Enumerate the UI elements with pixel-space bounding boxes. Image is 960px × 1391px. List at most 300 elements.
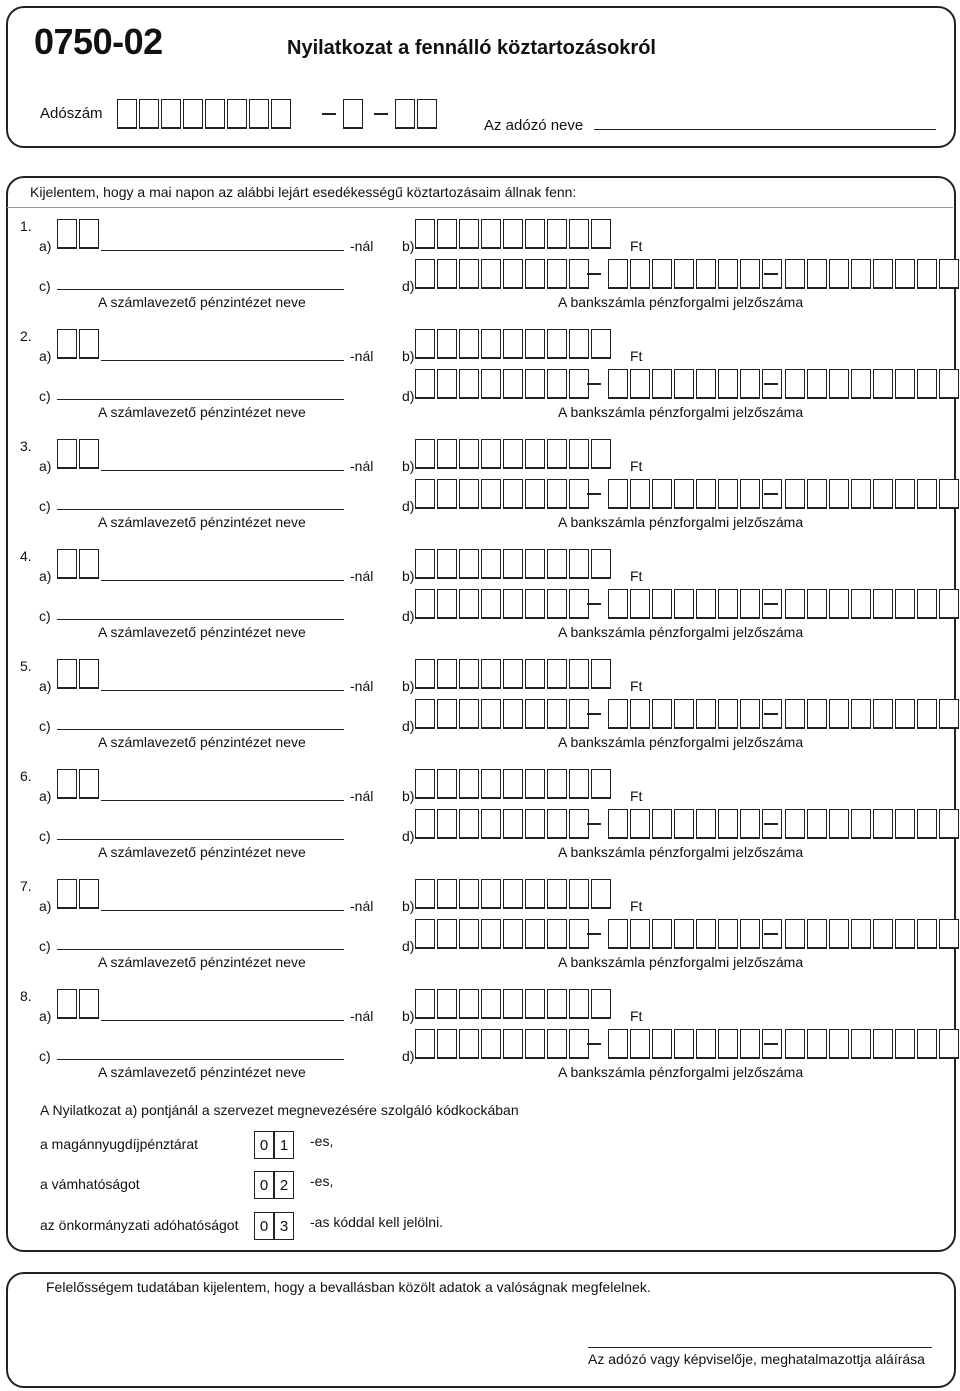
digit-box[interactable] xyxy=(547,219,567,249)
digit-box[interactable] xyxy=(873,809,893,839)
digit-box[interactable] xyxy=(437,919,457,949)
digit-box[interactable] xyxy=(481,659,501,689)
digit-box[interactable] xyxy=(569,769,589,799)
digit-box[interactable] xyxy=(481,989,501,1019)
digit-box[interactable] xyxy=(415,479,435,509)
digit-box[interactable] xyxy=(807,919,827,949)
digit-box[interactable] xyxy=(652,809,672,839)
digit-box[interactable] xyxy=(343,99,363,129)
digit-box[interactable] xyxy=(503,369,523,399)
digit-box[interactable] xyxy=(917,1029,937,1059)
digit-box[interactable] xyxy=(481,549,501,579)
digit-box[interactable] xyxy=(503,259,523,289)
signature-line[interactable] xyxy=(588,1347,932,1348)
digit-box[interactable] xyxy=(630,369,650,399)
digit-box[interactable] xyxy=(851,919,871,949)
digit-box[interactable] xyxy=(437,369,457,399)
digit-box[interactable] xyxy=(569,369,589,399)
tax-number-base-boxes[interactable] xyxy=(117,99,293,129)
bank-name-field[interactable] xyxy=(57,1059,344,1060)
amount-boxes[interactable] xyxy=(415,879,613,909)
digit-box[interactable] xyxy=(785,589,805,619)
digit-box[interactable] xyxy=(569,989,589,1019)
digit-box[interactable] xyxy=(481,369,501,399)
digit-box[interactable] xyxy=(525,589,545,619)
bank-name-field[interactable] xyxy=(57,839,344,840)
digit-box[interactable] xyxy=(569,1029,589,1059)
bank-name-field[interactable] xyxy=(57,949,344,950)
digit-box[interactable] xyxy=(547,699,567,729)
digit-box[interactable] xyxy=(79,439,99,469)
digit-box[interactable] xyxy=(851,809,871,839)
digit-box[interactable] xyxy=(591,329,611,359)
account-part1-boxes[interactable] xyxy=(415,369,591,399)
account-part3-boxes[interactable] xyxy=(785,479,960,509)
digit-box[interactable] xyxy=(79,329,99,359)
digit-box[interactable] xyxy=(503,659,523,689)
digit-box[interactable] xyxy=(437,439,457,469)
digit-box[interactable] xyxy=(437,589,457,619)
digit-box[interactable] xyxy=(718,1029,738,1059)
digit-box[interactable] xyxy=(591,219,611,249)
digit-box[interactable] xyxy=(139,99,159,129)
digit-box[interactable] xyxy=(79,879,99,909)
digit-box[interactable] xyxy=(57,549,77,579)
organization-code-boxes[interactable] xyxy=(57,329,101,359)
digit-box[interactable] xyxy=(547,479,567,509)
digit-box[interactable] xyxy=(437,259,457,289)
digit-box[interactable] xyxy=(740,369,760,399)
digit-box[interactable] xyxy=(547,259,567,289)
digit-box[interactable] xyxy=(459,369,479,399)
digit-box[interactable] xyxy=(718,699,738,729)
digit-box[interactable] xyxy=(652,919,672,949)
account-part1-boxes[interactable] xyxy=(415,699,591,729)
digit-box[interactable] xyxy=(459,879,479,909)
digit-box[interactable] xyxy=(630,809,650,839)
digit-box[interactable] xyxy=(939,589,959,619)
digit-box[interactable] xyxy=(674,259,694,289)
digit-box[interactable] xyxy=(437,699,457,729)
digit-box[interactable] xyxy=(481,479,501,509)
organization-name-field[interactable] xyxy=(101,1020,344,1021)
digit-box[interactable] xyxy=(437,879,457,909)
digit-box[interactable] xyxy=(608,589,628,619)
digit-box[interactable] xyxy=(415,659,435,689)
digit-box[interactable] xyxy=(785,1029,805,1059)
digit-box[interactable] xyxy=(652,1029,672,1059)
digit-box[interactable] xyxy=(895,589,915,619)
digit-box[interactable] xyxy=(807,699,827,729)
digit-box[interactable] xyxy=(481,329,501,359)
digit-box[interactable] xyxy=(895,479,915,509)
digit-box[interactable] xyxy=(437,1029,457,1059)
digit-box[interactable] xyxy=(459,809,479,839)
account-part1-boxes[interactable] xyxy=(415,919,591,949)
digit-box[interactable] xyxy=(525,809,545,839)
digit-box[interactable] xyxy=(630,589,650,619)
digit-box[interactable] xyxy=(696,369,716,399)
account-part3-boxes[interactable] xyxy=(785,1029,960,1059)
digit-box[interactable] xyxy=(459,589,479,619)
digit-box[interactable] xyxy=(503,769,523,799)
digit-box[interactable] xyxy=(569,219,589,249)
digit-box[interactable] xyxy=(608,369,628,399)
digit-box[interactable] xyxy=(591,989,611,1019)
digit-box[interactable] xyxy=(547,439,567,469)
account-part3-boxes[interactable] xyxy=(785,259,960,289)
digit-box[interactable] xyxy=(415,589,435,619)
digit-box[interactable] xyxy=(79,769,99,799)
digit-box[interactable] xyxy=(57,439,77,469)
digit-box[interactable] xyxy=(79,549,99,579)
organization-code-boxes[interactable] xyxy=(57,659,101,689)
digit-box[interactable] xyxy=(569,659,589,689)
digit-box[interactable] xyxy=(437,549,457,579)
digit-box[interactable] xyxy=(459,479,479,509)
digit-box[interactable] xyxy=(547,1029,567,1059)
digit-box[interactable] xyxy=(674,369,694,399)
digit-box[interactable] xyxy=(917,259,937,289)
digit-box[interactable] xyxy=(481,219,501,249)
bank-name-field[interactable] xyxy=(57,289,344,290)
amount-boxes[interactable] xyxy=(415,329,613,359)
digit-box[interactable] xyxy=(437,769,457,799)
digit-box[interactable] xyxy=(525,879,545,909)
digit-box[interactable] xyxy=(807,589,827,619)
amount-boxes[interactable] xyxy=(415,219,613,249)
organization-name-field[interactable] xyxy=(101,580,344,581)
amount-boxes[interactable] xyxy=(415,659,613,689)
digit-box[interactable] xyxy=(569,699,589,729)
digit-box[interactable] xyxy=(415,549,435,579)
digit-box[interactable] xyxy=(718,589,738,619)
digit-box[interactable] xyxy=(591,439,611,469)
digit-box[interactable] xyxy=(785,259,805,289)
organization-code-boxes[interactable] xyxy=(57,769,101,799)
digit-box[interactable] xyxy=(525,439,545,469)
digit-box[interactable] xyxy=(183,99,203,129)
digit-box[interactable] xyxy=(674,809,694,839)
digit-box[interactable] xyxy=(459,1029,479,1059)
digit-box[interactable] xyxy=(525,329,545,359)
digit-box[interactable] xyxy=(740,809,760,839)
digit-box[interactable] xyxy=(807,259,827,289)
digit-box[interactable] xyxy=(525,369,545,399)
digit-box[interactable] xyxy=(437,659,457,689)
amount-boxes[interactable] xyxy=(415,769,613,799)
organization-name-field[interactable] xyxy=(101,360,344,361)
digit-box[interactable] xyxy=(249,99,269,129)
digit-box[interactable] xyxy=(481,769,501,799)
digit-box[interactable] xyxy=(481,259,501,289)
digit-box[interactable] xyxy=(503,439,523,469)
digit-box[interactable] xyxy=(807,1029,827,1059)
account-part3-boxes[interactable] xyxy=(785,919,960,949)
digit-box[interactable] xyxy=(917,369,937,399)
account-part3-boxes[interactable] xyxy=(785,699,960,729)
account-part2-boxes[interactable] xyxy=(608,699,784,729)
digit-box[interactable] xyxy=(652,259,672,289)
organization-name-field[interactable] xyxy=(101,910,344,911)
digit-box[interactable] xyxy=(718,919,738,949)
digit-box[interactable] xyxy=(829,259,849,289)
organization-code-boxes[interactable] xyxy=(57,439,101,469)
digit-box[interactable] xyxy=(608,809,628,839)
digit-box[interactable] xyxy=(569,879,589,909)
digit-box[interactable] xyxy=(205,99,225,129)
digit-box[interactable] xyxy=(740,919,760,949)
organization-name-field[interactable] xyxy=(101,250,344,251)
digit-box[interactable] xyxy=(481,919,501,949)
digit-box[interactable] xyxy=(481,1029,501,1059)
organization-code-boxes[interactable] xyxy=(57,879,101,909)
digit-box[interactable] xyxy=(57,989,77,1019)
digit-box[interactable] xyxy=(437,479,457,509)
digit-box[interactable] xyxy=(785,919,805,949)
digit-box[interactable] xyxy=(569,329,589,359)
digit-box[interactable] xyxy=(57,219,77,249)
digit-box[interactable] xyxy=(415,919,435,949)
account-part2-boxes[interactable] xyxy=(608,1029,784,1059)
digit-box[interactable] xyxy=(525,989,545,1019)
digit-box[interactable] xyxy=(437,989,457,1019)
digit-box[interactable] xyxy=(873,919,893,949)
digit-box[interactable] xyxy=(569,919,589,949)
digit-box[interactable] xyxy=(503,219,523,249)
digit-box[interactable] xyxy=(415,989,435,1019)
digit-box[interactable] xyxy=(569,439,589,469)
digit-box[interactable] xyxy=(415,259,435,289)
digit-box[interactable] xyxy=(569,549,589,579)
digit-box[interactable] xyxy=(939,259,959,289)
digit-box[interactable] xyxy=(547,329,567,359)
digit-box[interactable] xyxy=(917,919,937,949)
digit-box[interactable] xyxy=(503,879,523,909)
digit-box[interactable] xyxy=(895,1029,915,1059)
digit-box[interactable] xyxy=(829,699,849,729)
digit-box[interactable] xyxy=(630,919,650,949)
digit-box[interactable] xyxy=(395,99,415,129)
digit-box[interactable] xyxy=(547,809,567,839)
digit-box[interactable] xyxy=(829,479,849,509)
digit-box[interactable] xyxy=(459,769,479,799)
organization-code-boxes[interactable] xyxy=(57,989,101,1019)
digit-box[interactable] xyxy=(591,659,611,689)
digit-box[interactable] xyxy=(481,809,501,839)
digit-box[interactable] xyxy=(459,989,479,1019)
digit-box[interactable] xyxy=(630,1029,650,1059)
digit-box[interactable] xyxy=(503,589,523,619)
bank-name-field[interactable] xyxy=(57,399,344,400)
digit-box[interactable] xyxy=(57,329,77,359)
account-part2-boxes[interactable] xyxy=(608,369,784,399)
digit-box[interactable] xyxy=(547,989,567,1019)
digit-box[interactable] xyxy=(696,259,716,289)
organization-name-field[interactable] xyxy=(101,690,344,691)
account-part1-boxes[interactable] xyxy=(415,1029,591,1059)
digit-box[interactable] xyxy=(696,589,716,619)
amount-boxes[interactable] xyxy=(415,989,613,1019)
digit-box[interactable] xyxy=(873,589,893,619)
account-part3-boxes[interactable] xyxy=(785,589,960,619)
digit-box[interactable] xyxy=(591,549,611,579)
digit-box[interactable] xyxy=(674,1029,694,1059)
digit-box[interactable] xyxy=(718,809,738,839)
taxpayer-name-field[interactable] xyxy=(594,129,936,130)
digit-box[interactable] xyxy=(415,879,435,909)
digit-box[interactable] xyxy=(740,259,760,289)
digit-box[interactable] xyxy=(459,659,479,689)
digit-box[interactable] xyxy=(503,479,523,509)
digit-box[interactable] xyxy=(547,919,567,949)
digit-box[interactable] xyxy=(608,479,628,509)
digit-box[interactable] xyxy=(785,809,805,839)
digit-box[interactable] xyxy=(829,1029,849,1059)
digit-box[interactable] xyxy=(608,919,628,949)
digit-box[interactable] xyxy=(459,699,479,729)
account-part2-boxes[interactable] xyxy=(608,589,784,619)
organization-code-boxes[interactable] xyxy=(57,219,101,249)
digit-box[interactable] xyxy=(227,99,247,129)
digit-box[interactable] xyxy=(807,369,827,399)
amount-boxes[interactable] xyxy=(415,549,613,579)
digit-box[interactable] xyxy=(939,809,959,839)
digit-box[interactable] xyxy=(740,589,760,619)
digit-box[interactable] xyxy=(939,919,959,949)
digit-box[interactable] xyxy=(525,919,545,949)
digit-box[interactable] xyxy=(696,1029,716,1059)
digit-box[interactable] xyxy=(873,479,893,509)
digit-box[interactable] xyxy=(481,439,501,469)
account-part3-boxes[interactable] xyxy=(785,369,960,399)
digit-box[interactable] xyxy=(503,989,523,1019)
digit-box[interactable] xyxy=(718,259,738,289)
digit-box[interactable] xyxy=(917,479,937,509)
digit-box[interactable] xyxy=(503,699,523,729)
digit-box[interactable] xyxy=(503,329,523,359)
digit-box[interactable] xyxy=(459,439,479,469)
digit-box[interactable] xyxy=(696,919,716,949)
account-part1-boxes[interactable] xyxy=(415,589,591,619)
digit-box[interactable] xyxy=(547,769,567,799)
digit-box[interactable] xyxy=(437,329,457,359)
bank-name-field[interactable] xyxy=(57,729,344,730)
digit-box[interactable] xyxy=(57,879,77,909)
digit-box[interactable] xyxy=(569,589,589,619)
digit-box[interactable] xyxy=(785,369,805,399)
digit-box[interactable] xyxy=(829,919,849,949)
account-part1-boxes[interactable] xyxy=(415,479,591,509)
digit-box[interactable] xyxy=(873,259,893,289)
digit-box[interactable] xyxy=(459,329,479,359)
digit-box[interactable] xyxy=(873,1029,893,1059)
digit-box[interactable] xyxy=(674,699,694,729)
organization-code-boxes[interactable] xyxy=(57,549,101,579)
digit-box[interactable] xyxy=(525,549,545,579)
digit-box[interactable] xyxy=(851,699,871,729)
digit-box[interactable] xyxy=(481,589,501,619)
digit-box[interactable] xyxy=(939,1029,959,1059)
digit-box[interactable] xyxy=(895,809,915,839)
digit-box[interactable] xyxy=(481,699,501,729)
digit-box[interactable] xyxy=(785,699,805,729)
bank-name-field[interactable] xyxy=(57,619,344,620)
digit-box[interactable] xyxy=(525,769,545,799)
organization-name-field[interactable] xyxy=(101,470,344,471)
digit-box[interactable] xyxy=(939,479,959,509)
digit-box[interactable] xyxy=(873,369,893,399)
digit-box[interactable] xyxy=(939,699,959,729)
digit-box[interactable] xyxy=(525,699,545,729)
digit-box[interactable] xyxy=(807,809,827,839)
digit-box[interactable] xyxy=(591,769,611,799)
tax-number-vat-box[interactable] xyxy=(343,99,365,129)
digit-box[interactable] xyxy=(79,219,99,249)
digit-box[interactable] xyxy=(895,699,915,729)
tax-number-county-boxes[interactable] xyxy=(395,99,439,129)
digit-box[interactable] xyxy=(807,479,827,509)
account-part2-boxes[interactable] xyxy=(608,809,784,839)
digit-box[interactable] xyxy=(525,259,545,289)
digit-box[interactable] xyxy=(674,589,694,619)
digit-box[interactable] xyxy=(161,99,181,129)
digit-box[interactable] xyxy=(271,99,291,129)
digit-box[interactable] xyxy=(895,369,915,399)
digit-box[interactable] xyxy=(829,809,849,839)
digit-box[interactable] xyxy=(608,699,628,729)
digit-box[interactable] xyxy=(569,259,589,289)
digit-box[interactable] xyxy=(57,769,77,799)
digit-box[interactable] xyxy=(652,699,672,729)
digit-box[interactable] xyxy=(503,919,523,949)
digit-box[interactable] xyxy=(652,589,672,619)
digit-box[interactable] xyxy=(415,809,435,839)
digit-box[interactable] xyxy=(895,919,915,949)
digit-box[interactable] xyxy=(417,99,437,129)
digit-box[interactable] xyxy=(696,479,716,509)
digit-box[interactable] xyxy=(547,659,567,689)
digit-box[interactable] xyxy=(503,809,523,839)
digit-box[interactable] xyxy=(608,259,628,289)
digit-box[interactable] xyxy=(117,99,137,129)
digit-box[interactable] xyxy=(873,699,893,729)
digit-box[interactable] xyxy=(459,549,479,579)
account-part2-boxes[interactable] xyxy=(608,479,784,509)
digit-box[interactable] xyxy=(851,259,871,289)
digit-box[interactable] xyxy=(547,589,567,619)
digit-box[interactable] xyxy=(851,369,871,399)
digit-box[interactable] xyxy=(851,1029,871,1059)
digit-box[interactable] xyxy=(939,369,959,399)
digit-box[interactable] xyxy=(415,369,435,399)
digit-box[interactable] xyxy=(547,369,567,399)
digit-box[interactable] xyxy=(79,659,99,689)
digit-box[interactable] xyxy=(79,989,99,1019)
digit-box[interactable] xyxy=(917,699,937,729)
bank-name-field[interactable] xyxy=(57,509,344,510)
digit-box[interactable] xyxy=(415,1029,435,1059)
digit-box[interactable] xyxy=(459,259,479,289)
digit-box[interactable] xyxy=(481,879,501,909)
digit-box[interactable] xyxy=(415,439,435,469)
amount-boxes[interactable] xyxy=(415,439,613,469)
digit-box[interactable] xyxy=(652,369,672,399)
digit-box[interactable] xyxy=(503,549,523,579)
digit-box[interactable] xyxy=(608,1029,628,1059)
digit-box[interactable] xyxy=(547,879,567,909)
account-part2-boxes[interactable] xyxy=(608,919,784,949)
